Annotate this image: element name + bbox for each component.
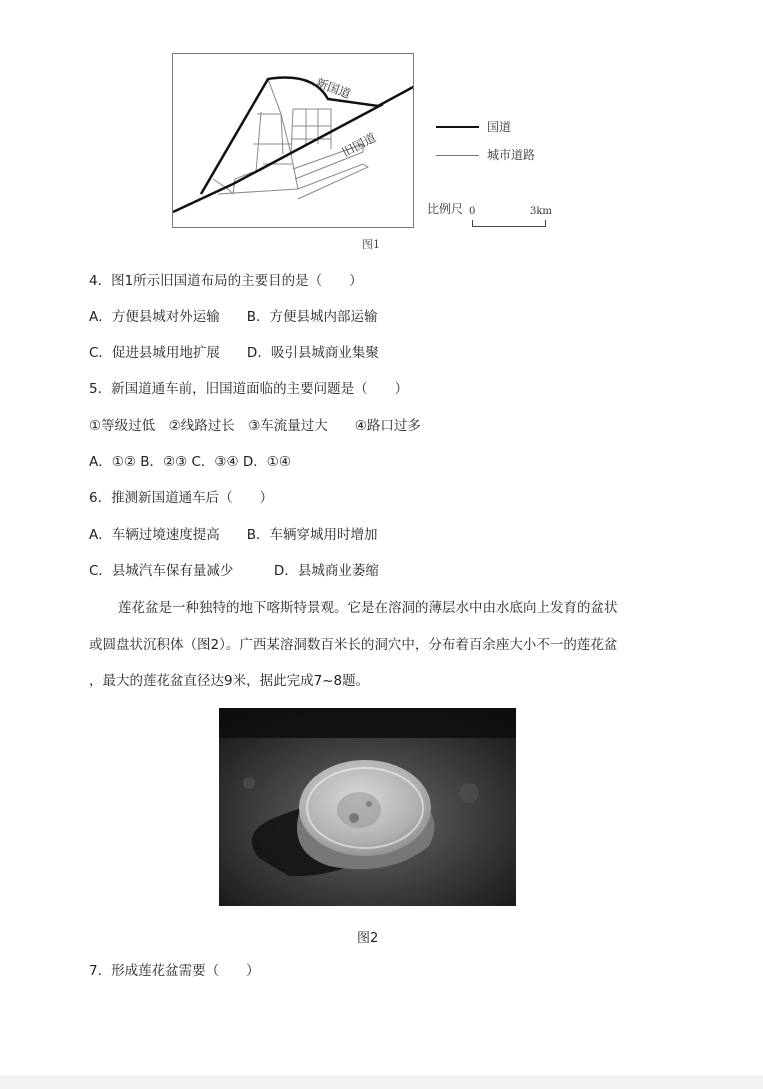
scale-title: 比例尺 (427, 202, 464, 216)
old-road-label: 旧国道 (339, 130, 379, 160)
scale-end: 3km (530, 206, 552, 217)
map-legend (436, 118, 576, 178)
passage-line-2: 或圆盘状沉积体（图2）。广西某溶洞数百米长的洞穴中，分布着百余座大小不一的莲花盆 (89, 637, 618, 653)
figure2-photo (219, 708, 516, 906)
question-5-options: A．①② B．②③ C．③④ D．①④ (89, 454, 292, 470)
new-road-label: 新国道 (313, 75, 353, 102)
thick-line-symbol (436, 126, 479, 128)
scale-line (472, 220, 546, 227)
question-6-options-ab: A．车辆过境速度提高 B．车辆穿城用时增加 (89, 527, 378, 543)
legend-label: 城市道路 (487, 148, 536, 162)
question-4-stem: 4．图1所示旧国道布局的主要目的是（ ） (89, 273, 363, 289)
question-6-options-cd: C．县城汽车保有量减少 D．县城商业萎缩 (89, 563, 379, 579)
question-4-options-ab: A．方便县城对外运输 B．方便县城内部运输 (89, 309, 378, 325)
figure1-map (172, 53, 414, 228)
passage-line-1: 莲花盆是一种独特的地下喀斯特景观。它是在溶洞的薄层水中由水底向上发育的盆状 (118, 600, 618, 616)
legend-label: 国道 (487, 120, 512, 134)
question-7-stem: 7．形成莲花盆需要（ ） (89, 963, 260, 979)
scale-bar (427, 198, 567, 232)
page-bottom-strip (0, 1075, 763, 1089)
question-5-stem: 5．新国道通车前，旧国道面临的主要问题是（ ） (89, 381, 409, 397)
thin-line-symbol (436, 155, 479, 156)
road-map-drawing (173, 54, 414, 228)
scale-start: 0 (469, 206, 476, 217)
question-6-stem: 6．推测新国道通车后（ ） (89, 490, 274, 506)
question-5-items: ①等级过低 ②线路过长 ③车流量过大 ④路口过多 (89, 418, 421, 434)
lotus-basin-image (219, 708, 516, 906)
question-4-options-cd: C．促进县城用地扩展 D．吸引县城商业集聚 (89, 345, 379, 361)
figure1-caption: 图1 (362, 238, 380, 251)
figure2-caption: 图2 (357, 931, 379, 946)
passage-line-3: ，最大的莲花盆直径达9米，据此完成7~8题。 (89, 673, 370, 689)
